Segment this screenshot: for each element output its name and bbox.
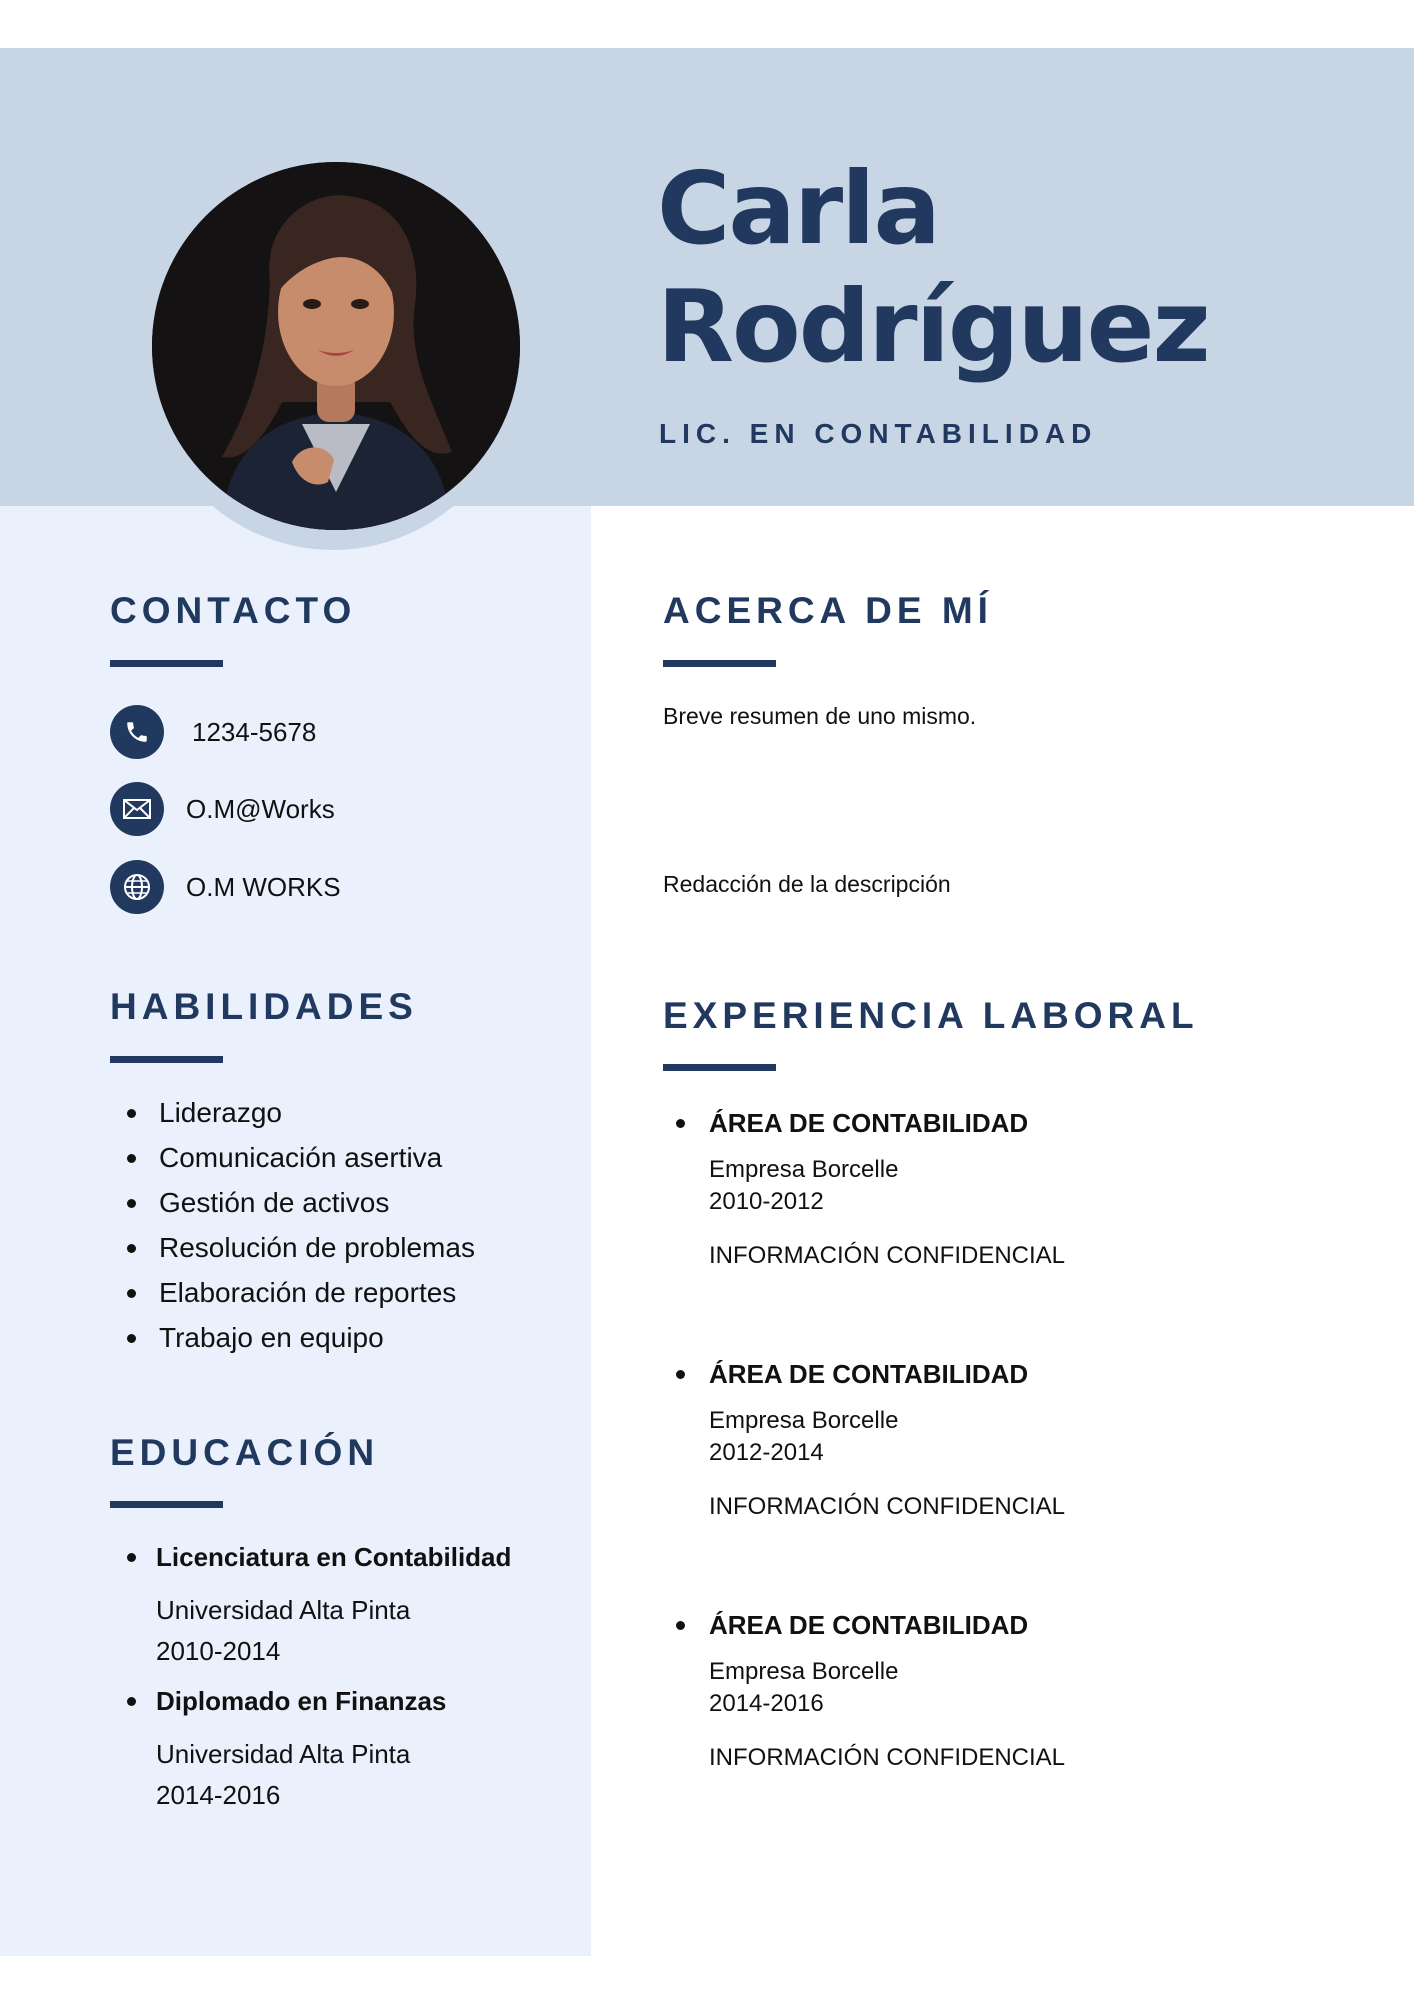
first-name: Carla [657,150,939,267]
contact-heading: CONTACTO [110,590,357,631]
phone-icon [110,705,164,759]
contact-website [110,860,341,914]
education-degree: Licenciatura en Contabilidad [124,1540,511,1574]
experience-item [673,1106,1065,1272]
experience-info: INFORMACIÓN CONFIDENCIAL [709,1493,1066,1520]
experience-role: ÁREA DE CONTABILIDAD [673,1106,1065,1140]
person-name [657,150,1209,386]
globe-icon [110,860,164,914]
experience-company: Empresa Borcelle [709,1156,899,1183]
experience-info: INFORMACIÓN CONFIDENCIAL [709,1744,1066,1771]
education-item [124,1540,511,1672]
skill-item: Comunicación asertiva [124,1135,475,1180]
skill-item: Trabajo en equipo [124,1315,475,1360]
contact-phone [110,705,316,759]
profile-photo [152,162,520,530]
website: O.M WORKS [186,871,341,902]
skills-heading: HABILIDADES [110,986,418,1027]
skill-item: Resolución de problemas [124,1225,475,1270]
education-school: Universidad Alta Pinta [156,1739,411,1769]
skill-item: Liderazgo [124,1090,475,1135]
education-school: Universidad Alta Pinta [156,1595,411,1625]
experience-role: ÁREA DE CONTABILIDAD [673,1357,1065,1391]
experience-years: 2012-2014 [709,1439,824,1466]
about-description: Redacción de la descripción [663,871,951,897]
email-icon [110,782,164,836]
last-name: Rodríguez [657,268,1209,385]
experience-item [673,1357,1065,1523]
skill-item: Elaboración de reportes [124,1270,475,1315]
experience-item [673,1608,1065,1774]
contact-email [110,782,335,836]
skill-item: Gestión de activos [124,1180,475,1225]
about-summary: Breve resumen de uno mismo. [663,703,977,729]
email-address: O.M@Works [186,793,335,824]
about-heading-bar [663,660,776,667]
experience-info: INFORMACIÓN CONFIDENCIAL [709,1242,1066,1269]
experience-company: Empresa Borcelle [709,1658,899,1685]
experience-role: ÁREA DE CONTABILIDAD [673,1608,1065,1642]
experience-years: 2014-2016 [709,1690,824,1717]
education-years: 2014-2016 [156,1780,281,1810]
experience-company: Empresa Borcelle [709,1407,899,1434]
education-degree: Diplomado en Finanzas [124,1684,446,1718]
education-heading-bar [110,1501,223,1508]
profile-portrait-illustration [152,162,520,530]
contact-heading-bar [110,660,223,667]
education-item [124,1684,446,1816]
skills-list [124,1090,475,1360]
education-years: 2010-2014 [156,1636,281,1666]
experience-heading: EXPERIENCIA LABORAL [663,995,1199,1036]
skills-heading-bar [110,1056,223,1063]
education-heading: EDUCACIÓN [110,1432,380,1473]
about-heading: ACERCA DE MÍ [663,590,993,631]
experience-heading-bar [663,1064,776,1071]
job-title: LIC. EN CONTABILIDAD [659,418,1098,449]
phone-number: 1234-5678 [192,716,317,747]
experience-years: 2010-2012 [709,1188,824,1215]
